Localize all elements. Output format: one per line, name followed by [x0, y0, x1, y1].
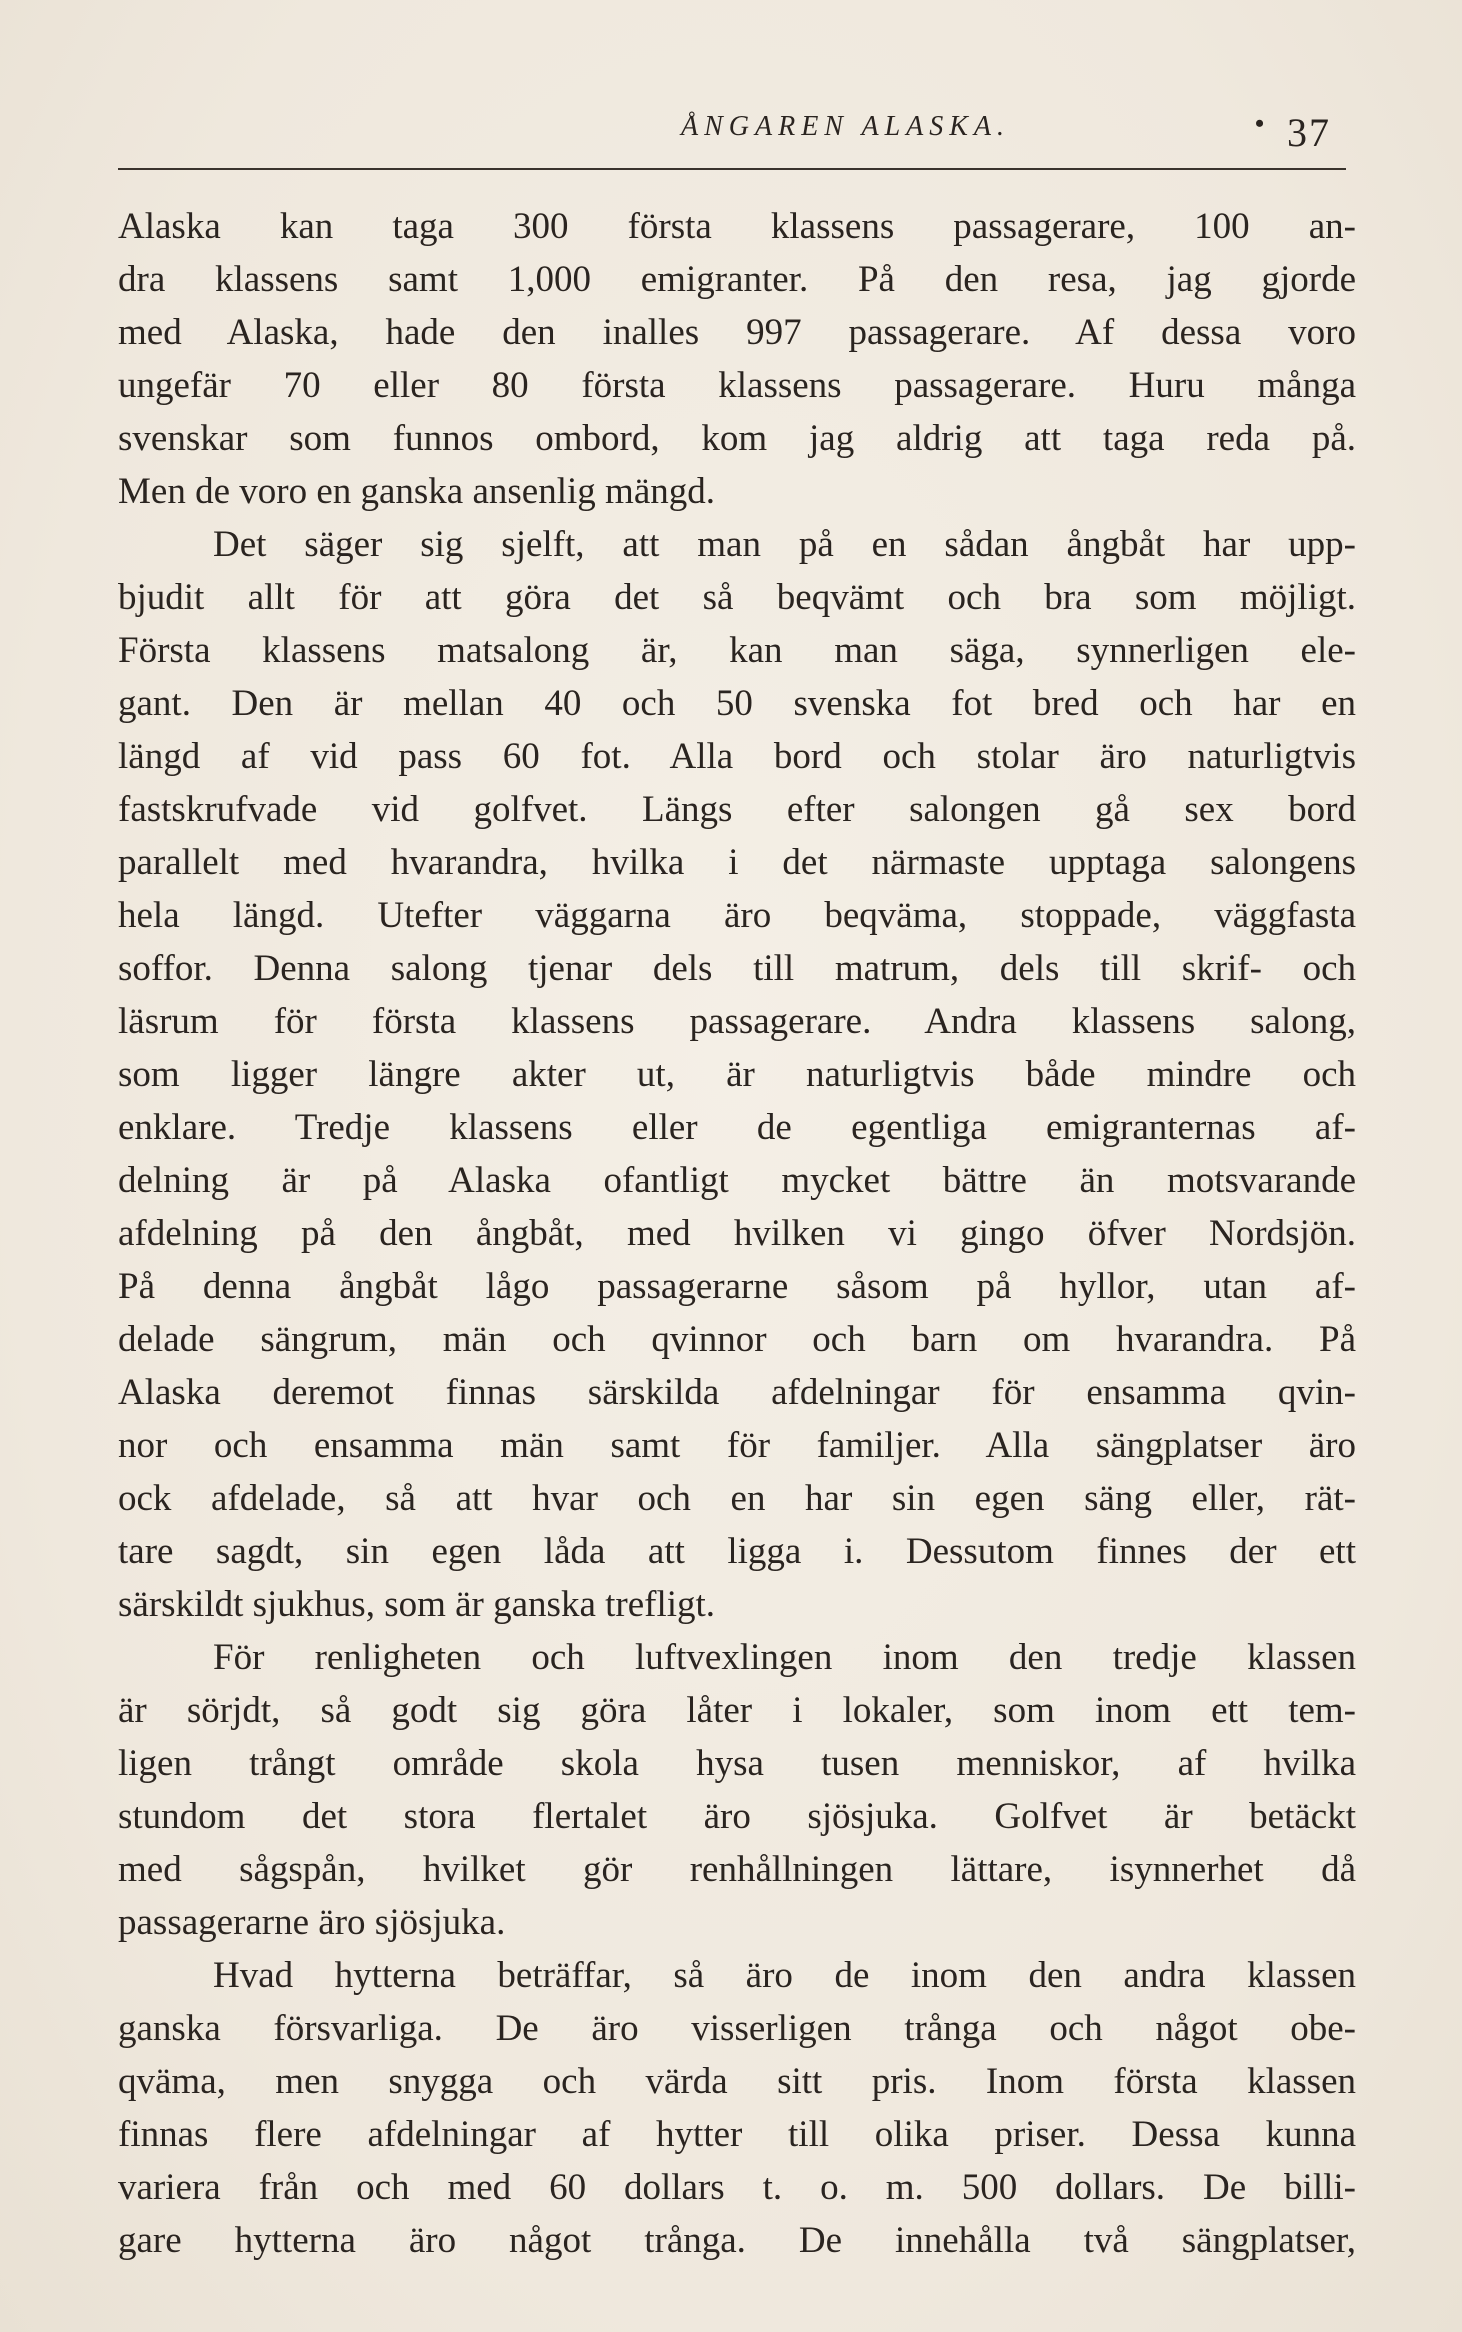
- text-line: ligen trångt område skola hysa tusen menniskor, af hvilka: [118, 1743, 1356, 1784]
- text-line: är sörjdt, så godt sig göra låter i lokaler, som inom ett tem-: [118, 1690, 1356, 1731]
- text-line: Första klassens matsalong är, kan man säga, synnerligen ele-: [118, 630, 1356, 671]
- text-line: delade sängrum, män och qvinnor och barn om hvarandra. På: [118, 1319, 1356, 1360]
- text-line: enklare. Tredje klassens eller de egentliga emigranternas af-: [118, 1107, 1356, 1148]
- text-line: nor och ensamma män samt för familjer. Alla sängplatser äro: [118, 1425, 1356, 1466]
- text-line: med Alaska, hade den inalles 997 passagerare. Af dessa voro: [118, 312, 1356, 353]
- page-number: 37: [1287, 110, 1331, 155]
- text-line: parallelt med hvarandra, hvilka i det närmaste upptaga salongens: [118, 842, 1356, 883]
- text-line: afdelning på den ångbåt, med hvilken vi gingo öfver Nordsjön.: [118, 1213, 1356, 1254]
- text-line: läsrum för första klassens passagerare. Andra klassens salong,: [118, 1001, 1356, 1042]
- text-line: med sågspån, hvilket gör renhållningen lättare, isynnerhet då: [118, 1849, 1356, 1890]
- text-line: qväma, men snygga och värda sitt pris. Inom första klassen: [118, 2061, 1356, 2102]
- text-line: Alaska kan taga 300 första klassens passagerare, 100 an-: [118, 206, 1356, 247]
- text-line: På denna ångbåt lågo passagerarne såsom på hyllor, utan af-: [118, 1266, 1356, 1307]
- text-line: passagerarne äro sjösjuka.: [118, 1902, 506, 1943]
- text-line: svenskar som funnos ombord, kom jag aldrig att taga reda på.: [118, 418, 1356, 459]
- running-head: [118, 105, 1346, 165]
- text-line: stundom det stora flertalet äro sjösjuka. Golfvet är betäckt: [118, 1796, 1356, 1837]
- text-line: gant. Den är mellan 40 och 50 svenska fot bred och har en: [118, 683, 1356, 724]
- text-line: som ligger längre akter ut, är naturligtvis både mindre och: [118, 1054, 1356, 1095]
- text-line: variera från och med 60 dollars t. o. m. 500 dollars. De billi-: [118, 2167, 1356, 2208]
- text-line: dra klassens samt 1,000 emigranter. På den resa, jag gjorde: [118, 259, 1356, 300]
- header-mark: •: [1255, 109, 1265, 138]
- text-line: Hvad hytterna beträffar, så äro de inom den andra klassen: [213, 1955, 1356, 1996]
- text-line: soffor. Denna salong tjenar dels till matrum, dels till skrif- och: [118, 948, 1356, 989]
- running-title: ÅNGAREN ALASKA.: [681, 111, 1011, 142]
- text-line: delning är på Alaska ofantligt mycket bättre än motsvarande: [118, 1160, 1356, 1201]
- text-line: finnas flere afdelningar af hytter till olika priser. Dessa kunna: [118, 2114, 1356, 2155]
- header-rule: [118, 168, 1346, 170]
- text-line: För renligheten och luftvexlingen inom den tredje klassen: [213, 1637, 1356, 1678]
- text-line: gare hytterna äro något trånga. De innehålla två sängplatser,: [118, 2220, 1356, 2261]
- text-line: Alaska deremot finnas särskilda afdelningar för ensamma qvin-: [118, 1372, 1356, 1413]
- text-line: ungefär 70 eller 80 första klassens passagerare. Huru många: [118, 365, 1356, 406]
- text-line: särskildt sjukhus, som är ganska trefligt.: [118, 1584, 716, 1625]
- text-line: fastskrufvade vid golfvet. Längs efter salongen gå sex bord: [118, 789, 1356, 830]
- text-line: ock afdelade, så att hvar och en har sin egen säng eller, rät-: [118, 1478, 1356, 1519]
- text-line: ganska försvarliga. De äro visserligen trånga och något obe-: [118, 2008, 1356, 2049]
- text-line: Det säger sig sjelft, att man på en sådan ångbåt har upp-: [213, 524, 1356, 565]
- text-line: tare sagdt, sin egen låda att ligga i. Dessutom finnes der ett: [118, 1531, 1356, 1572]
- text-line: hela längd. Utefter väggarna äro beqväma, stoppade, väggfasta: [118, 895, 1356, 936]
- body-text: [118, 200, 1356, 2267]
- text-line: längd af vid pass 60 fot. Alla bord och stolar äro naturligtvis: [118, 736, 1356, 777]
- text-line: bjudit allt för att göra det så beqvämt och bra som möjligt.: [118, 577, 1356, 618]
- text-line: Men de voro en ganska ansenlig mängd.: [118, 471, 715, 512]
